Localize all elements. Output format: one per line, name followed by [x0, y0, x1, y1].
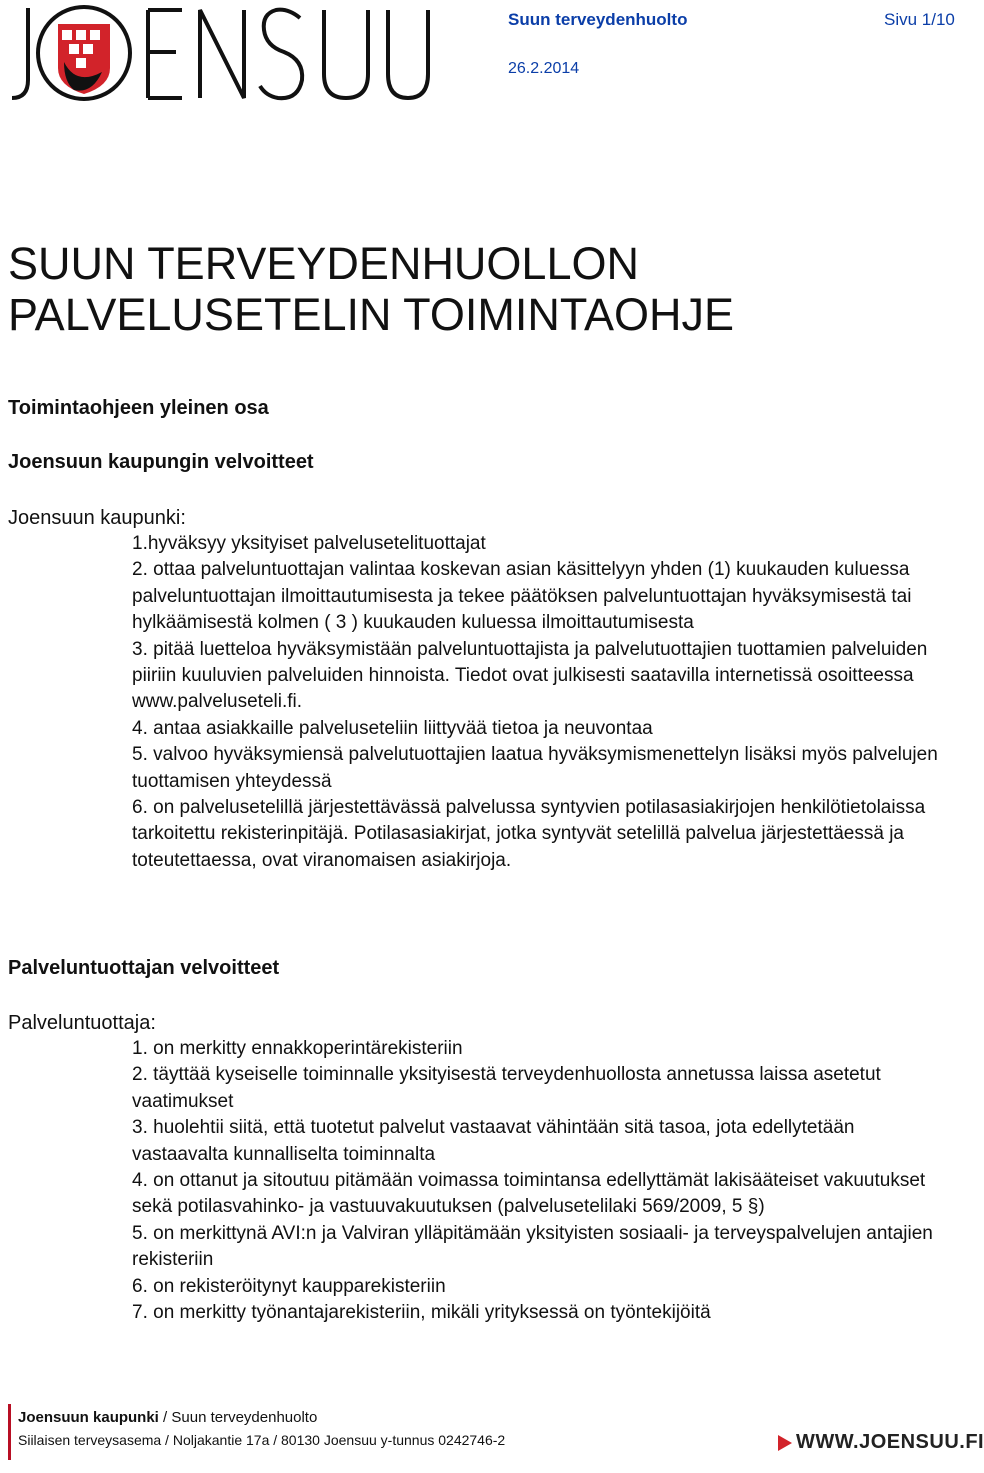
city-obligations-list — [132, 531, 954, 874]
list-item: 4. on ottanut ja sitoutuu pitämään voimassa toimintansa edellyttämät lakisääteiset vakuutukset sekä potilasvahinko- ja vastuuvakuutuksen (palvelusetelilaki 569/2009, 5 §) — [132, 1170, 926, 1218]
joensuu-logo — [4, 2, 434, 113]
list-item: 3. huolehtii siitä, että tuotetut palvelut vastaavat vähintään sitä tasoa, jota edellytetään vastaavalta kunnalliselta toiminnalta — [132, 1117, 855, 1165]
list-item: 2. täyttää kyseiselle toiminnalle yksityisestä terveydenhuollosta annetussa laissa asetetut vaatimukset — [132, 1064, 881, 1112]
provider-intro: Palveluntuottaja: — [8, 1012, 156, 1034]
footer-separator: / — [158, 1409, 172, 1426]
provider-obligations-list — [132, 1036, 954, 1326]
list-item: 3. pitää luetteloa hyväksymistään palveluntuottajista ja palvelutuottajien tuottamien palveluiden piiriin kuuluvien palveluiden hinnoista. Tiedot ovat julkisesti saatavilla internetissä osoitteessa www.palveluseteli.fi. — [132, 638, 928, 713]
footer-org: Joensuun kaupunki — [18, 1409, 159, 1426]
footer-org-line — [18, 1409, 317, 1426]
play-arrow-icon — [778, 1435, 792, 1451]
list-item: 4. antaa asiakkaille palveluseteliin liittyvää tietoa ja neuvontaa — [132, 717, 653, 739]
title-line-2: PALVELUSETELIN TOIMINTAOHJE — [8, 289, 735, 340]
list-item: 1.hyväksyy yksityiset palvelusetelituottajat — [132, 533, 486, 554]
document-date: 26.2.2014 — [508, 60, 580, 77]
list-item: 5. on merkittynä AVI:n ja Valviran ylläpitämään yksityisten sosiaali- ja terveyspalvelujen antajien rekisteriin — [132, 1222, 933, 1271]
list-item: 5. valvoo hyväksymiensä palvelutuottajien laatua hyväksymismenettelyn lisäksi myös palvelujen tuottamisen yhteydessä — [132, 744, 938, 792]
list-item: 6. on palvelusetelillä järjestettävässä palvelussa syntyvien potilasasiakirjojen henkilötietolaissa tarkoitettu rekisterinpitäjä. Potilasasiakirjat, jotka syntyvät setelillä palvelua järjestettäessä ja toteutettaessa, ovat viranomaisen asiakirjoja. — [132, 797, 926, 871]
list-item: 7. on merkitty työnantajarekisteriin, mikäli yrityksessä on työntekijöitä — [132, 1302, 711, 1324]
footer-accent-bar — [8, 1404, 11, 1460]
page-title — [8, 238, 734, 340]
list-item: 2. ottaa palveluntuottajan valintaa koskevan asian käsittelyyn yhden (1) kuukauden kuluessa palveluntuottajan ilmoittautumisesta ja tekee päätöksen palveluntuottajan hyväksymisestä tai hylkäämisestä kolmen ( 3 ) kuukauden kuluessa ilmoittautumisesta — [132, 559, 912, 634]
joensuu-logo-graphic — [4, 2, 434, 108]
city-obligations-heading: Joensuun kaupungin velvoitteet — [8, 451, 314, 473]
footer-address: Siilaisen terveysasema / Noljakantie 17a / 80130 Joensuu y-tunnus 0242746-2 — [18, 1432, 506, 1448]
page-number: Sivu 1/10 — [884, 10, 955, 29]
general-section-heading: Toimintaohjeen yleinen osa — [8, 397, 269, 419]
provider-obligations-heading: Palveluntuottajan velvoitteet — [8, 957, 280, 979]
website-logo — [778, 1431, 984, 1454]
website-url: WWW.JOENSUU.FI — [796, 1431, 984, 1453]
header-org-name: Suun terveydenhuolto — [508, 10, 688, 29]
footer-unit: Suun terveydenhuolto — [171, 1409, 318, 1426]
title-line-1: SUUN TERVEYDENHUOLLON — [8, 238, 639, 289]
list-item: 1. on merkitty ennakkoperintärekisteriin — [132, 1038, 463, 1059]
list-item: 6. on rekisteröitynyt kaupparekisteriin — [132, 1275, 446, 1297]
city-intro: Joensuun kaupunki: — [8, 507, 186, 529]
